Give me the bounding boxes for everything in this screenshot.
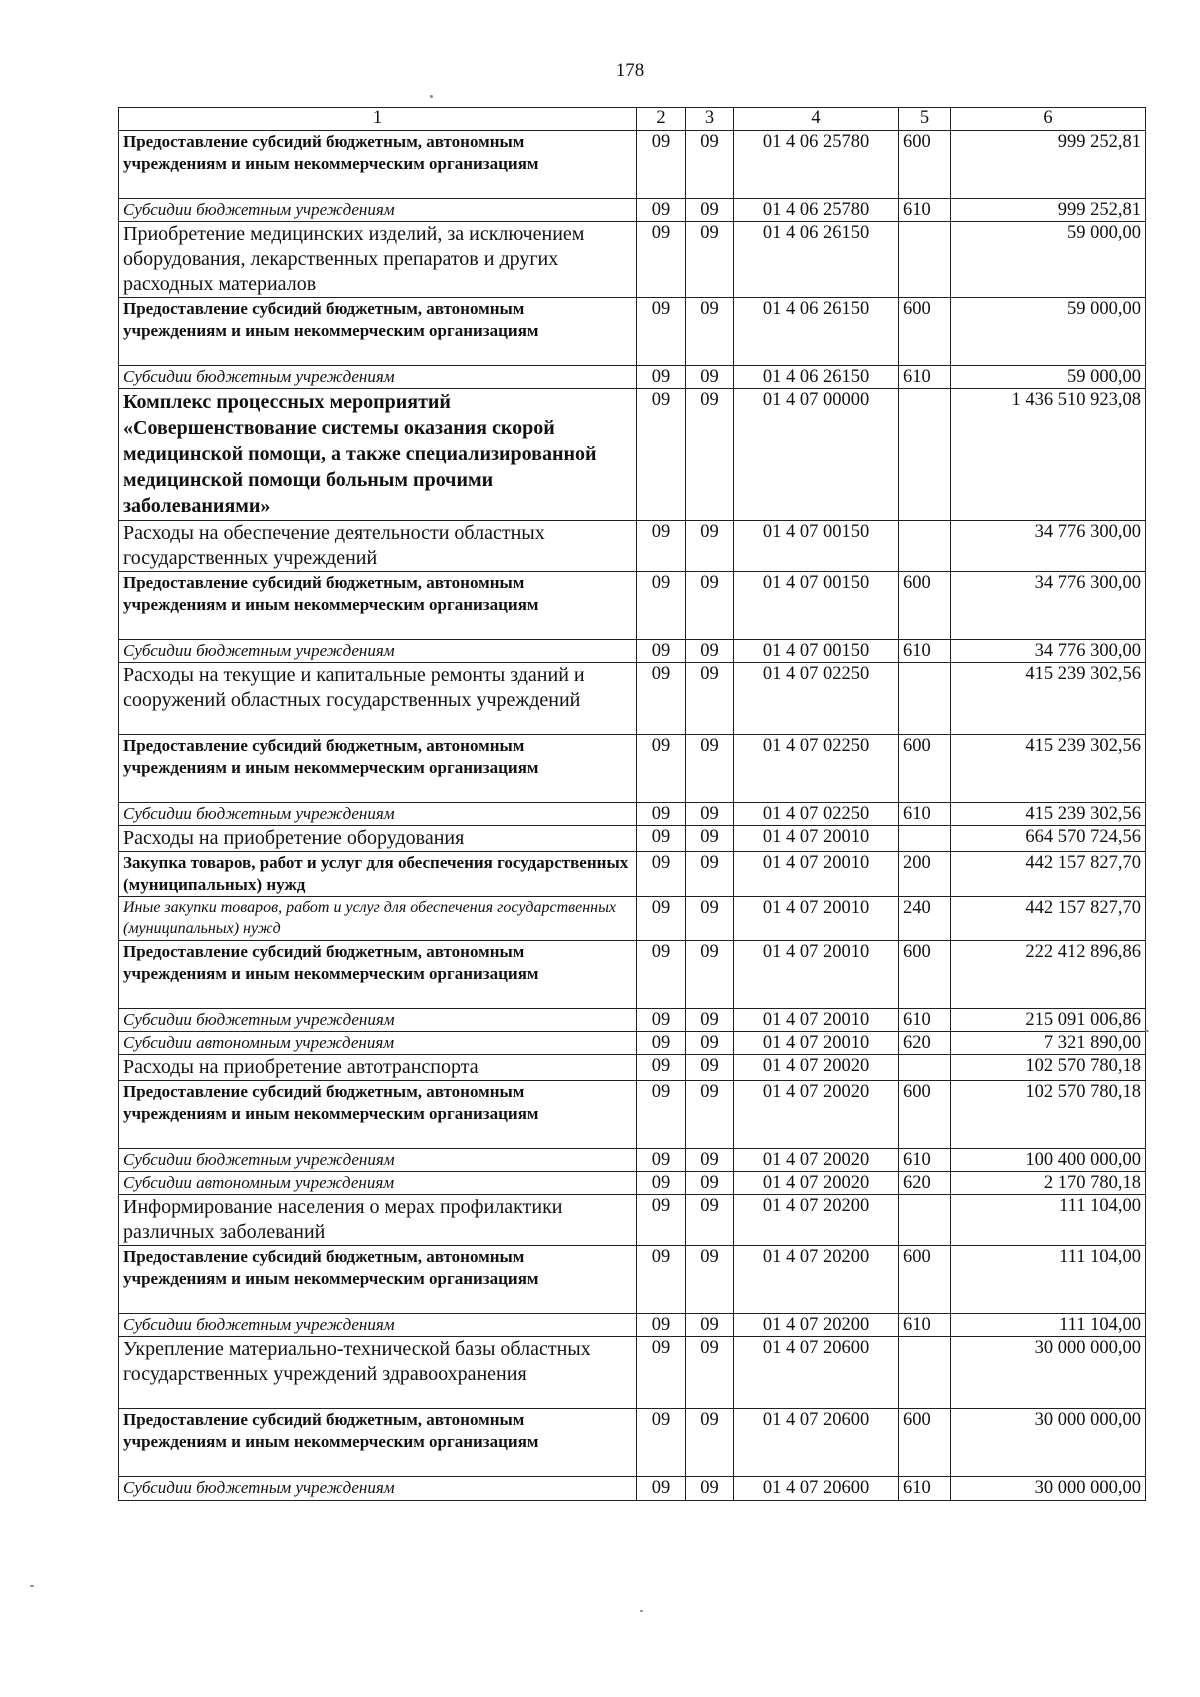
row-expense-type-cell: [899, 826, 951, 852]
row-target-code-cell: 01 4 07 02250: [734, 663, 899, 735]
table-row: [119, 521, 1146, 572]
row-target-code-cell: 01 4 07 20600: [734, 1337, 899, 1409]
row-section-cell: 09: [637, 366, 686, 389]
row-subsection-cell: 09: [686, 1195, 734, 1246]
row-amount-cell: 1 436 510 923,08: [951, 389, 1146, 521]
budget-table: [118, 107, 1146, 1501]
row-amount-cell: 102 570 780,18: [951, 1081, 1146, 1149]
table-body: [119, 131, 1146, 1501]
row-name-cell: Предоставление субсидий бюджетным, автономным учреждениям и иным некоммерческим организациям: [119, 1409, 637, 1477]
row-target-code-cell: 01 4 07 20010: [734, 941, 899, 1009]
table-row: [119, 1409, 1146, 1477]
table-row: [119, 131, 1146, 199]
page-number: 178: [615, 60, 645, 81]
row-section-cell: 09: [637, 735, 686, 803]
row-subsection-cell: 09: [686, 199, 734, 222]
row-subsection-cell: 09: [686, 1055, 734, 1081]
row-target-code-cell: 01 4 07 20020: [734, 1055, 899, 1081]
row-section-cell: 09: [637, 941, 686, 1009]
table-row: [119, 852, 1146, 897]
row-subsection-cell: 09: [686, 1337, 734, 1409]
row-section-cell: 09: [637, 1081, 686, 1149]
table-row: [119, 735, 1146, 803]
row-name-cell: Закупка товаров, работ и услуг для обеспечения государственных (муниципальных) нужд: [119, 852, 637, 897]
row-amount-cell: 34 776 300,00: [951, 521, 1146, 572]
row-name-cell: Субсидии бюджетным учреждениям: [119, 803, 637, 826]
row-subsection-cell: 09: [686, 826, 734, 852]
row-section-cell: 09: [637, 298, 686, 366]
row-amount-cell: 102 570 780,18: [951, 1055, 1146, 1081]
row-name-cell: Расходы на приобретение оборудования: [119, 826, 637, 852]
column-header: 6: [951, 108, 1146, 131]
row-subsection-cell: 09: [686, 803, 734, 826]
row-target-code-cell: 01 4 07 02250: [734, 803, 899, 826]
row-amount-cell: 415 239 302,56: [951, 803, 1146, 826]
row-name-cell: Расходы на текущие и капитальные ремонты зданий и сооружений областных государственных учреждений: [119, 663, 637, 735]
row-target-code-cell: 01 4 07 20010: [734, 897, 899, 941]
row-expense-type-cell: 600: [899, 572, 951, 640]
row-target-code-cell: 01 4 07 20200: [734, 1314, 899, 1337]
row-section-cell: 09: [637, 1055, 686, 1081]
row-expense-type-cell: [899, 1195, 951, 1246]
row-target-code-cell: 01 4 07 02250: [734, 735, 899, 803]
row-expense-type-cell: 600: [899, 941, 951, 1009]
row-amount-cell: 999 252,81: [951, 131, 1146, 199]
scan-speck: [1145, 1030, 1149, 1032]
table-row: [119, 1081, 1146, 1149]
row-section-cell: 09: [637, 1032, 686, 1055]
row-target-code-cell: 01 4 07 20010: [734, 826, 899, 852]
row-name-cell: Укрепление материально-технической базы областных государственных учреждений здравоохранения: [119, 1337, 637, 1409]
row-expense-type-cell: 200: [899, 852, 951, 897]
row-subsection-cell: 09: [686, 941, 734, 1009]
table-row: [119, 222, 1146, 298]
row-section-cell: 09: [637, 222, 686, 298]
row-target-code-cell: 01 4 07 00150: [734, 572, 899, 640]
row-name-cell: Субсидии автономным учреждениям: [119, 1032, 637, 1055]
table-row: [119, 897, 1146, 941]
table-row: [119, 663, 1146, 735]
row-name-cell: Субсидии автономным учреждениям: [119, 1172, 637, 1195]
row-name-cell: Приобретение медицинских изделий, за исключением оборудования, лекарственных препаратов и других расходных материалов: [119, 222, 637, 298]
row-expense-type-cell: 600: [899, 1081, 951, 1149]
row-name-cell: Комплекс процессных мероприятий «Совершенствование системы оказания скорой медицинской помощи, а также специализированной медицинской помощи больным прочими заболеваниями»: [119, 389, 637, 521]
row-subsection-cell: 09: [686, 1009, 734, 1032]
row-expense-type-cell: [899, 1055, 951, 1081]
table-row: [119, 1337, 1146, 1409]
row-amount-cell: 222 412 896,86: [951, 941, 1146, 1009]
row-amount-cell: 442 157 827,70: [951, 897, 1146, 941]
row-name-cell: Предоставление субсидий бюджетным, автономным учреждениям и иным некоммерческим организациям: [119, 1081, 637, 1149]
table-row: [119, 389, 1146, 521]
row-target-code-cell: 01 4 07 00150: [734, 640, 899, 663]
row-section-cell: 09: [637, 131, 686, 199]
row-target-code-cell: 01 4 07 20200: [734, 1195, 899, 1246]
row-subsection-cell: 09: [686, 222, 734, 298]
table-row: [119, 1314, 1146, 1337]
row-subsection-cell: 09: [686, 1081, 734, 1149]
row-amount-cell: 59 000,00: [951, 366, 1146, 389]
row-amount-cell: 215 091 006,86: [951, 1009, 1146, 1032]
row-subsection-cell: 09: [686, 735, 734, 803]
row-name-cell: Субсидии бюджетным учреждениям: [119, 1477, 637, 1501]
row-section-cell: 09: [637, 803, 686, 826]
row-subsection-cell: 09: [686, 572, 734, 640]
row-expense-type-cell: 610: [899, 640, 951, 663]
row-name-cell: Предоставление субсидий бюджетным, автономным учреждениям и иным некоммерческим организациям: [119, 572, 637, 640]
row-name-cell: Предоставление субсидий бюджетным, автономным учреждениям и иным некоммерческим организациям: [119, 735, 637, 803]
table-row: [119, 366, 1146, 389]
column-header: 5: [899, 108, 951, 131]
row-target-code-cell: 01 4 07 20010: [734, 1009, 899, 1032]
row-section-cell: 09: [637, 1246, 686, 1314]
table-row: [119, 1246, 1146, 1314]
table-header-row: [119, 108, 1146, 131]
table-row: [119, 1172, 1146, 1195]
row-amount-cell: 30 000 000,00: [951, 1337, 1146, 1409]
row-name-cell: Субсидии бюджетным учреждениям: [119, 366, 637, 389]
row-section-cell: 09: [637, 1314, 686, 1337]
row-expense-type-cell: 600: [899, 1246, 951, 1314]
row-expense-type-cell: 610: [899, 1477, 951, 1501]
row-subsection-cell: 09: [686, 366, 734, 389]
table-row: [119, 1055, 1146, 1081]
row-amount-cell: 7 321 890,00: [951, 1032, 1146, 1055]
row-section-cell: 09: [637, 1172, 686, 1195]
row-expense-type-cell: [899, 1337, 951, 1409]
row-name-cell: Предоставление субсидий бюджетным, автономным учреждениям и иным некоммерческим организациям: [119, 131, 637, 199]
row-amount-cell: 111 104,00: [951, 1246, 1146, 1314]
table-row: [119, 941, 1146, 1009]
row-expense-type-cell: 610: [899, 1149, 951, 1172]
row-target-code-cell: 01 4 07 00150: [734, 521, 899, 572]
scan-speck: [430, 95, 433, 98]
scan-speck: [30, 1585, 34, 1587]
row-expense-type-cell: 600: [899, 1409, 951, 1477]
row-name-cell: Расходы на приобретение автотранспорта: [119, 1055, 637, 1081]
row-subsection-cell: 09: [686, 640, 734, 663]
row-expense-type-cell: 620: [899, 1032, 951, 1055]
table-row: [119, 1009, 1146, 1032]
row-section-cell: 09: [637, 521, 686, 572]
row-target-code-cell: 01 4 07 00000: [734, 389, 899, 521]
row-name-cell: Субсидии бюджетным учреждениям: [119, 1149, 637, 1172]
row-amount-cell: 59 000,00: [951, 298, 1146, 366]
row-target-code-cell: 01 4 06 25780: [734, 199, 899, 222]
row-section-cell: 09: [637, 852, 686, 897]
row-subsection-cell: 09: [686, 1246, 734, 1314]
row-subsection-cell: 09: [686, 1409, 734, 1477]
row-subsection-cell: 09: [686, 1314, 734, 1337]
row-section-cell: 09: [637, 663, 686, 735]
column-header: 4: [734, 108, 899, 131]
row-subsection-cell: 09: [686, 1172, 734, 1195]
row-amount-cell: 34 776 300,00: [951, 640, 1146, 663]
row-amount-cell: 111 104,00: [951, 1314, 1146, 1337]
row-amount-cell: 442 157 827,70: [951, 852, 1146, 897]
row-expense-type-cell: 240: [899, 897, 951, 941]
row-target-code-cell: 01 4 06 26150: [734, 366, 899, 389]
table-row: [119, 826, 1146, 852]
row-section-cell: 09: [637, 897, 686, 941]
row-subsection-cell: 09: [686, 521, 734, 572]
row-target-code-cell: 01 4 07 20010: [734, 1032, 899, 1055]
row-subsection-cell: 09: [686, 663, 734, 735]
row-expense-type-cell: [899, 389, 951, 521]
row-subsection-cell: 09: [686, 1149, 734, 1172]
row-subsection-cell: 09: [686, 389, 734, 521]
row-section-cell: 09: [637, 640, 686, 663]
table-row: [119, 640, 1146, 663]
row-name-cell: Субсидии бюджетным учреждениям: [119, 1009, 637, 1032]
row-target-code-cell: 01 4 07 20600: [734, 1477, 899, 1501]
row-expense-type-cell: 610: [899, 1314, 951, 1337]
row-expense-type-cell: 610: [899, 199, 951, 222]
row-amount-cell: 415 239 302,56: [951, 735, 1146, 803]
row-target-code-cell: 01 4 07 20200: [734, 1246, 899, 1314]
row-amount-cell: 415 239 302,56: [951, 663, 1146, 735]
row-name-cell: Иные закупки товаров, работ и услуг для обеспечения государственных (муниципальных) нужд: [119, 897, 637, 941]
row-expense-type-cell: 610: [899, 803, 951, 826]
row-expense-type-cell: 600: [899, 735, 951, 803]
row-name-cell: Предоставление субсидий бюджетным, автономным учреждениям и иным некоммерческим организациям: [119, 941, 637, 1009]
row-section-cell: 09: [637, 199, 686, 222]
row-target-code-cell: 01 4 07 20600: [734, 1409, 899, 1477]
column-header: 1: [119, 108, 637, 131]
row-amount-cell: 34 776 300,00: [951, 572, 1146, 640]
row-expense-type-cell: 600: [899, 298, 951, 366]
row-target-code-cell: 01 4 07 20020: [734, 1081, 899, 1149]
table-row: [119, 1032, 1146, 1055]
row-name-cell: Информирование населения о мерах профилактики различных заболеваний: [119, 1195, 637, 1246]
row-name-cell: Субсидии бюджетным учреждениям: [119, 199, 637, 222]
row-target-code-cell: 01 4 06 26150: [734, 298, 899, 366]
row-target-code-cell: 01 4 07 20020: [734, 1172, 899, 1195]
row-section-cell: 09: [637, 1477, 686, 1501]
row-expense-type-cell: 610: [899, 366, 951, 389]
scan-speck: [640, 1610, 643, 1612]
row-subsection-cell: 09: [686, 1477, 734, 1501]
column-header: 3: [686, 108, 734, 131]
row-amount-cell: 100 400 000,00: [951, 1149, 1146, 1172]
row-target-code-cell: 01 4 07 20020: [734, 1149, 899, 1172]
row-expense-type-cell: [899, 222, 951, 298]
row-name-cell: Предоставление субсидий бюджетным, автономным учреждениям и иным некоммерческим организациям: [119, 1246, 637, 1314]
row-amount-cell: 2 170 780,18: [951, 1172, 1146, 1195]
row-section-cell: 09: [637, 1409, 686, 1477]
row-section-cell: 09: [637, 1337, 686, 1409]
table-row: [119, 1149, 1146, 1172]
row-subsection-cell: 09: [686, 1032, 734, 1055]
row-amount-cell: 30 000 000,00: [951, 1409, 1146, 1477]
row-subsection-cell: 09: [686, 131, 734, 199]
row-section-cell: 09: [637, 1009, 686, 1032]
row-amount-cell: 30 000 000,00: [951, 1477, 1146, 1501]
table-row: [119, 572, 1146, 640]
row-subsection-cell: 09: [686, 897, 734, 941]
row-expense-type-cell: 600: [899, 131, 951, 199]
table-row: [119, 298, 1146, 366]
row-target-code-cell: 01 4 06 25780: [734, 131, 899, 199]
table-row: [119, 803, 1146, 826]
row-section-cell: 09: [637, 826, 686, 852]
row-section-cell: 09: [637, 389, 686, 521]
row-section-cell: 09: [637, 1195, 686, 1246]
table-row: [119, 1195, 1146, 1246]
table-row: [119, 199, 1146, 222]
row-expense-type-cell: [899, 521, 951, 572]
row-subsection-cell: 09: [686, 298, 734, 366]
row-amount-cell: 664 570 724,56: [951, 826, 1146, 852]
row-amount-cell: 111 104,00: [951, 1195, 1146, 1246]
row-expense-type-cell: [899, 663, 951, 735]
column-header: 2: [637, 108, 686, 131]
row-name-cell: Расходы на обеспечение деятельности областных государственных учреждений: [119, 521, 637, 572]
row-expense-type-cell: 620: [899, 1172, 951, 1195]
row-name-cell: Субсидии бюджетным учреждениям: [119, 640, 637, 663]
row-amount-cell: 999 252,81: [951, 199, 1146, 222]
row-target-code-cell: 01 4 06 26150: [734, 222, 899, 298]
row-section-cell: 09: [637, 572, 686, 640]
row-expense-type-cell: 610: [899, 1009, 951, 1032]
row-name-cell: Предоставление субсидий бюджетным, автономным учреждениям и иным некоммерческим организациям: [119, 298, 637, 366]
row-name-cell: Субсидии бюджетным учреждениям: [119, 1314, 637, 1337]
row-target-code-cell: 01 4 07 20010: [734, 852, 899, 897]
row-amount-cell: 59 000,00: [951, 222, 1146, 298]
row-subsection-cell: 09: [686, 852, 734, 897]
row-section-cell: 09: [637, 1149, 686, 1172]
table-row: [119, 1477, 1146, 1501]
